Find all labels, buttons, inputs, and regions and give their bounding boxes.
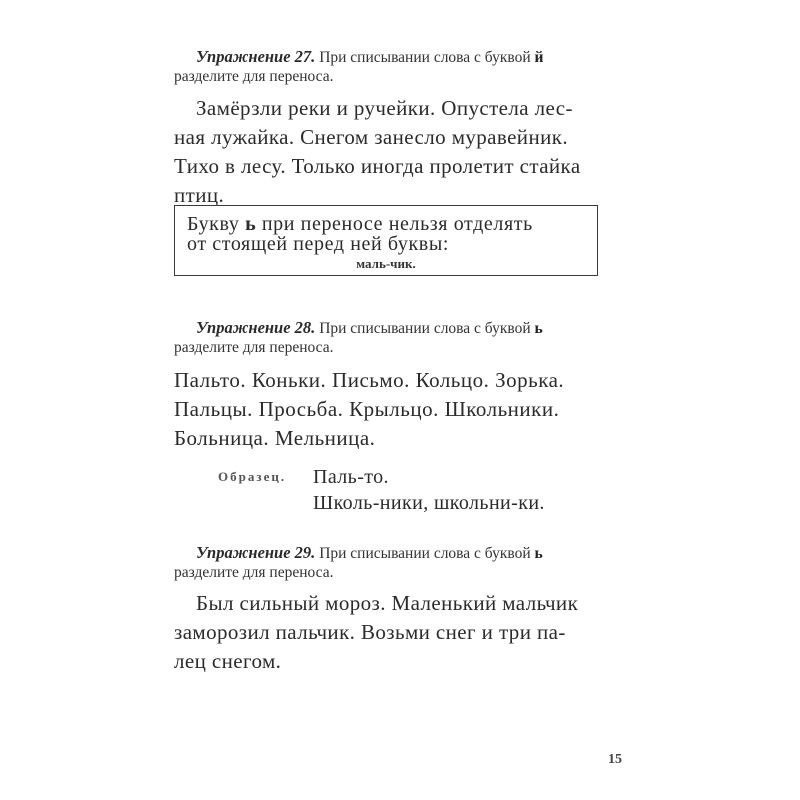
exercise-27-instruction-text: При списывании слова с буквой bbox=[315, 49, 535, 66]
exercise-27-number: Упражнение 27. bbox=[196, 47, 316, 66]
exercise-28-instruction-text: При списывании слова с буквой bbox=[315, 320, 535, 337]
rule-example: маль-чик. bbox=[356, 256, 416, 271]
exercise-29-text bbox=[174, 589, 614, 676]
exercise-27-letter: й bbox=[534, 49, 544, 66]
rule-line-1 bbox=[187, 214, 587, 234]
text-line: Больница. Мельница. bbox=[174, 426, 376, 450]
text-line: Тихо в лесу. Только иногда пролетит стайка bbox=[174, 154, 581, 178]
text-line: заморозил пальчик. Возьми снег и три па- bbox=[174, 620, 566, 644]
exercise-27-instruction-end: разделите для переноса. bbox=[174, 68, 334, 85]
exercise-28-number: Упражнение 28. bbox=[196, 318, 316, 337]
exercise-28-instruction-end: разделите для переноса. bbox=[174, 339, 334, 356]
rule-line-1-end: при переносе нельзя отделять bbox=[256, 213, 533, 235]
exercise-28-text bbox=[174, 366, 614, 453]
text-line: лец снегом. bbox=[174, 649, 282, 673]
text-line: Пальто. Коньки. Письмо. Кольцо. Зорька. bbox=[174, 368, 565, 392]
sample-label: Образец. bbox=[218, 469, 287, 484]
text-line: ная лужайка. Снегом занесло муравейник. bbox=[174, 125, 568, 149]
exercise-28-instruction bbox=[174, 318, 614, 357]
exercise-29-letter: ь bbox=[534, 545, 543, 562]
sample-line-1: Паль-то. bbox=[313, 466, 389, 488]
exercise-27-text bbox=[174, 94, 614, 210]
text-line: Пальцы. Просьба. Крыльцо. Школьники. bbox=[174, 397, 560, 421]
rule-line-2: от стоящей перед ней буквы: bbox=[187, 233, 450, 255]
rule-letter: ь bbox=[245, 213, 257, 235]
rule-box bbox=[174, 205, 598, 276]
exercise-29-instruction-end: разделите для переноса. bbox=[174, 564, 334, 581]
sample-line-2: Школь-ники, школьни-ки. bbox=[313, 492, 545, 514]
exercise-27-instruction bbox=[174, 47, 614, 86]
rule-line-1-start: Букву bbox=[187, 213, 246, 235]
text-line: птиц. bbox=[174, 183, 225, 207]
text-line: Был сильный мороз. Маленький мальчик bbox=[196, 591, 579, 615]
exercise-29-instruction bbox=[174, 543, 614, 582]
exercise-29-number: Упражнение 29. bbox=[196, 543, 316, 562]
rule-text bbox=[187, 214, 587, 254]
exercise-29-instruction-text: При списывании слова с буквой bbox=[315, 545, 535, 562]
page-number: 15 bbox=[608, 752, 622, 767]
text-line: Замёрзли реки и ручейки. Опустела лес- bbox=[196, 96, 573, 120]
exercise-28-letter: ь bbox=[534, 320, 543, 337]
